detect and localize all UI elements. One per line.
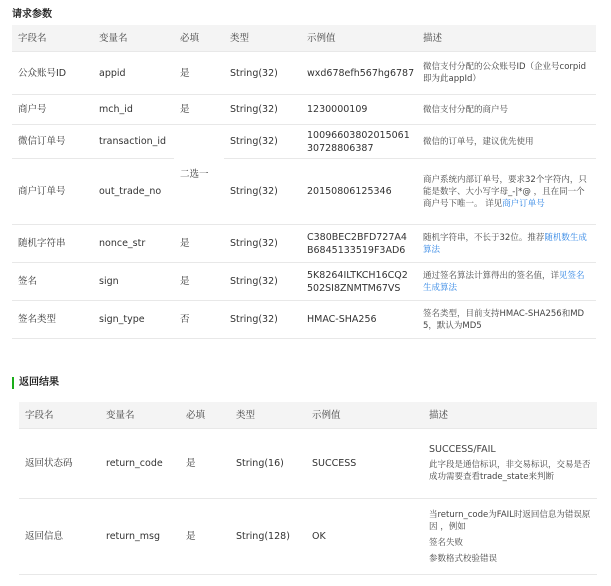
type: String(32) <box>224 125 301 159</box>
header-required: 必填 <box>174 25 224 52</box>
table-header-row <box>12 25 596 52</box>
var-name: appid <box>93 52 174 95</box>
required: 是 <box>174 52 224 95</box>
description-line: SUCCESS/FAIL <box>429 444 496 455</box>
var-name: transaction_id <box>93 125 174 159</box>
type: String(32) <box>224 301 301 339</box>
description <box>417 225 596 263</box>
example-value: 1230000109 <box>301 95 417 125</box>
required-either-one: 二选一 <box>174 125 224 225</box>
field-name: 返回状态码 <box>19 429 100 499</box>
description: 微信支付分配的商户号 <box>417 95 596 125</box>
example-value: HMAC-SHA256 <box>301 301 417 339</box>
description <box>423 499 597 575</box>
type: String(32) <box>224 225 301 263</box>
description: 微信的订单号，建议优先使用 <box>417 125 596 159</box>
example-value: wxd678efh567hg6787 <box>301 52 417 95</box>
merchant-order-no-link[interactable]: 商户订单号 <box>502 198 545 209</box>
var-name: sign_type <box>93 301 174 339</box>
field-name: 签名类型 <box>12 301 93 339</box>
example-text: 5K8264ILTKCH16CQ2502SI8ZNMTM67VS <box>307 269 408 294</box>
example-value <box>301 125 417 159</box>
example-value <box>301 225 417 263</box>
table-row <box>12 301 596 339</box>
table-row <box>19 429 597 499</box>
description-line: 当return_code为FAIL时返回信息为错误原因 ，例如 <box>429 509 591 532</box>
response-table <box>19 402 597 575</box>
required: 是 <box>180 429 230 499</box>
random-algorithm-link[interactable]: 随机数生成算法 <box>423 232 587 255</box>
example-text: C380BEC2BFD727A4B6845133519F3AD6 <box>307 231 407 256</box>
description-text: 商户系统内部订单号，要求32个字符内，只能是数字、大小写字母_-|*@ ，且在同一个商户号下唯一。 详见 <box>423 174 587 209</box>
description-text: 随机字符串，不长于32位。推荐 <box>423 232 545 243</box>
field-name: 签名 <box>12 263 93 301</box>
header-var-name: 变量名 <box>100 402 180 429</box>
request-params-title: 请求参数 <box>12 9 52 20</box>
example-value <box>301 263 417 301</box>
header-var-name: 变量名 <box>93 25 174 52</box>
header-example: 示例值 <box>301 25 417 52</box>
description-text: 通过签名算法计算得出的签名值，详 <box>423 270 560 281</box>
description <box>417 52 596 95</box>
header-example: 示例值 <box>306 402 423 429</box>
required: 是 <box>174 263 224 301</box>
header-field-name: 字段名 <box>12 25 93 52</box>
field-name: 商户号 <box>12 95 93 125</box>
required: 是 <box>180 499 230 575</box>
field-name: 随机字符串 <box>12 225 93 263</box>
var-name: return_msg <box>100 499 180 575</box>
field-name: 公众账号ID <box>12 52 93 95</box>
var-name: sign <box>93 263 174 301</box>
request-params-table <box>12 25 596 339</box>
type: String(32) <box>224 263 301 301</box>
required: 是 <box>174 95 224 125</box>
table-row <box>12 125 596 159</box>
header-type: 类型 <box>224 25 301 52</box>
var-name: return_code <box>100 429 180 499</box>
description-line: 签名失败 <box>429 537 464 548</box>
type: String(16) <box>230 429 306 499</box>
table-header-row <box>19 402 597 429</box>
description <box>417 301 596 339</box>
header-desc: 描述 <box>423 402 597 429</box>
description <box>417 263 596 301</box>
type: String(32) <box>224 159 301 225</box>
description-line: 此字段是通信标识，非交易标识，交易是否成功需要查看trade_state来判断 <box>429 460 591 482</box>
table-row <box>19 499 597 575</box>
type: String(32) <box>224 95 301 125</box>
field-name: 商户订单号 <box>12 159 93 225</box>
description-text: 签名类型，目前支持HMAC-SHA256和MD5，默认为MD5 <box>423 308 585 331</box>
example-value: OK <box>306 499 423 575</box>
description <box>417 159 596 225</box>
example-value: SUCCESS <box>306 429 423 499</box>
field-name: 返回信息 <box>19 499 100 575</box>
table-row <box>12 159 596 225</box>
type: String(32) <box>224 52 301 95</box>
type: String(128) <box>230 499 306 575</box>
table-row <box>12 225 596 263</box>
var-name: nonce_str <box>93 225 174 263</box>
var-name: out_trade_no <box>93 159 174 225</box>
response-title: 返回结果 <box>12 377 59 389</box>
example-value: 20150806125346 <box>301 159 417 225</box>
table-row <box>12 95 596 125</box>
field-name: 微信订单号 <box>12 125 93 159</box>
table-row <box>12 263 596 301</box>
description-line: 参数格式校验错误 <box>429 553 498 564</box>
header-type: 类型 <box>230 402 306 429</box>
description-text: 微信支付分配的公众账号ID（企业号corpid即为此appId） <box>423 62 587 84</box>
sign-algorithm-link[interactable]: 见签名生成算法 <box>423 270 585 293</box>
header-desc: 描述 <box>417 25 596 52</box>
header-required: 必填 <box>180 402 230 429</box>
description <box>423 429 597 499</box>
table-row <box>12 52 596 95</box>
example-text: 1009660380201506130728806387 <box>307 129 410 154</box>
header-field-name: 字段名 <box>19 402 100 429</box>
var-name: mch_id <box>93 95 174 125</box>
required: 是 <box>174 225 224 263</box>
required: 否 <box>174 301 224 339</box>
